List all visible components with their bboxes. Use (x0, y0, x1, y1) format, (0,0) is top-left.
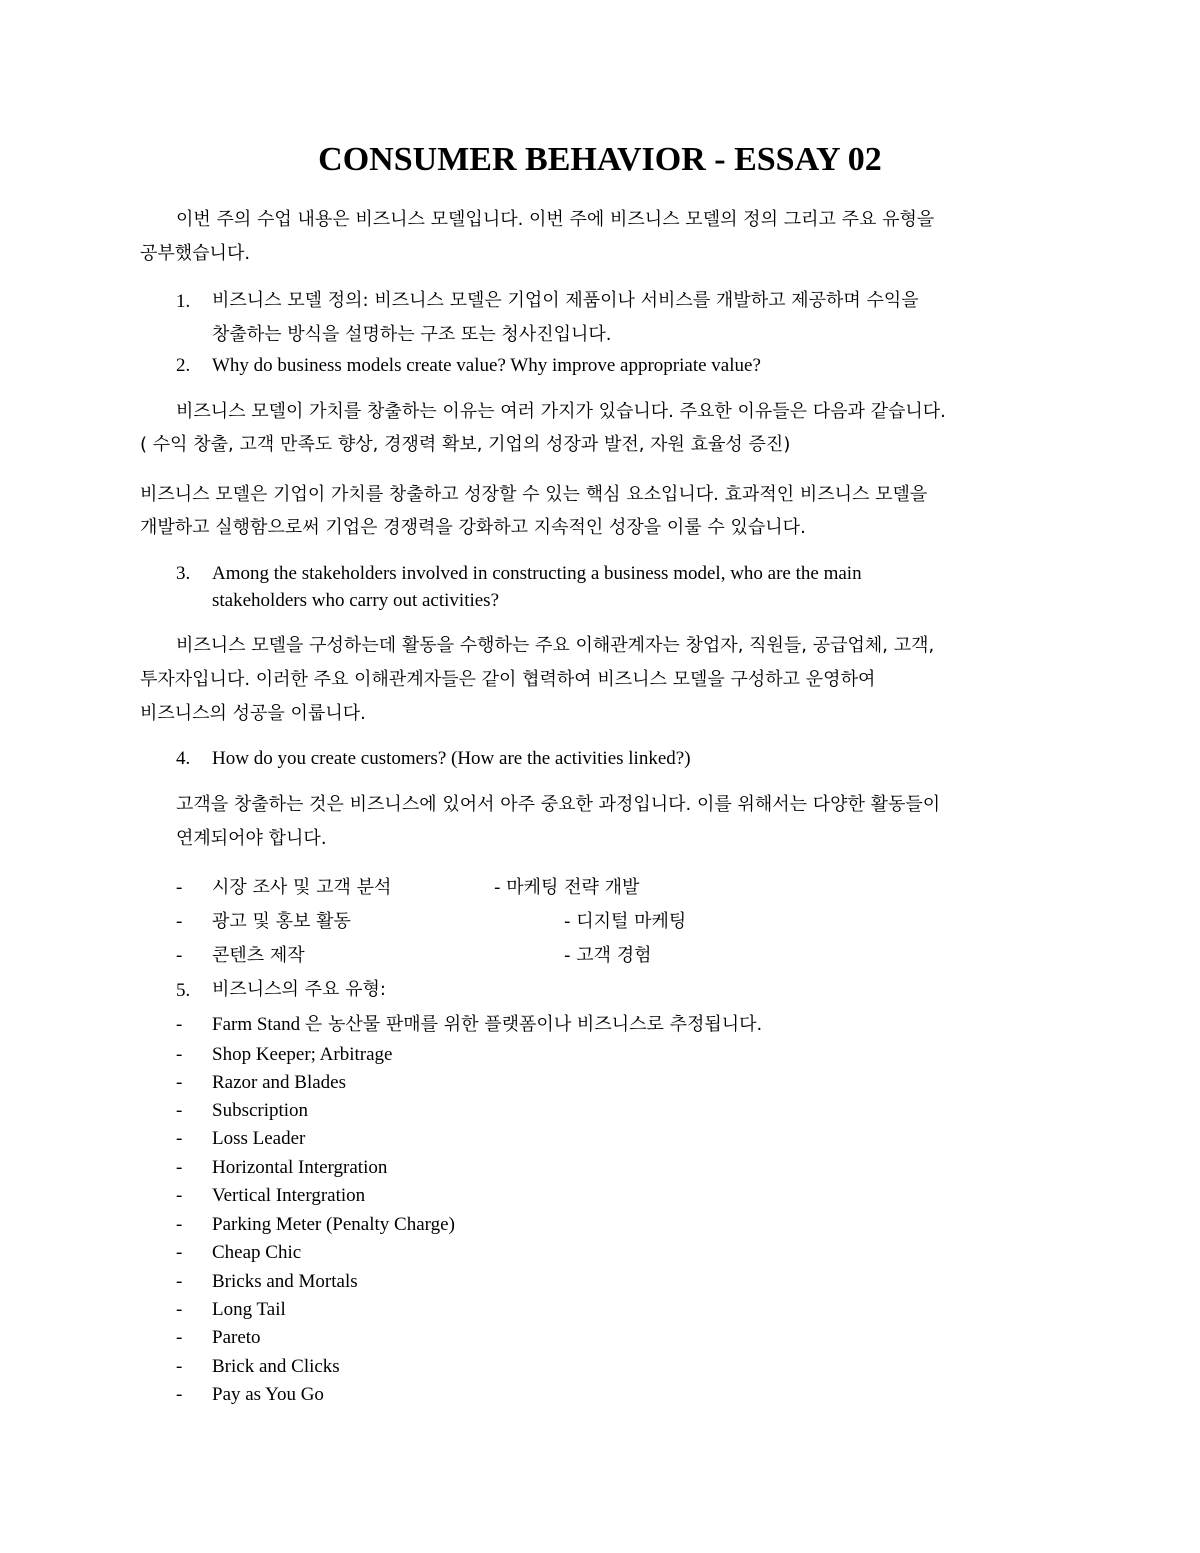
intro-line-1: 이번 주의 수업 내용은 비즈니스 모델입니다. 이번 주에 비즈니스 모델의 정의 그리고 주요 유형을 (176, 209, 935, 230)
type-item-3: Razor and Blades (212, 1072, 347, 1093)
type-item-9: Cheap Chic (212, 1242, 302, 1263)
item-3-question-line-1: Among the stakeholders involved in constructing a business model, who are the main (212, 563, 862, 584)
type-bullet: - (176, 1014, 183, 1035)
answer-4-line-2: 연계되어야 합니다. (176, 828, 327, 849)
answer-2-line-4: 개발하고 실행함으로써 기업은 경쟁력을 강화하고 지속적인 성장을 이룰 수 있습니다. (140, 517, 806, 538)
type-item-1-kr: 은 농산물 판매를 위한 플랫폼이나 비즈니스로 추정됩니다. (304, 1014, 763, 1035)
activity-left-2: 광고 및 홍보 활동 (212, 911, 351, 932)
answer-3-line-1: 비즈니스 모델을 구성하는데 활동을 수행하는 주요 이해관계자는 창업자, 직원들, 공급업체, 고객, (176, 635, 935, 656)
type-bullet: - (176, 1157, 183, 1178)
answer-4-line-1: 고객을 창출하는 것은 비즈니스에 있어서 아주 중요한 과정입니다. 이를 위해서는 다양한 활동들이 (176, 794, 941, 815)
type-bullet: - (176, 1271, 183, 1292)
item-number-4: 4. (176, 748, 191, 769)
type-bullet: - (176, 1128, 183, 1149)
item-number-2: 2. (176, 355, 191, 376)
type-item-12: Pareto (212, 1327, 261, 1348)
type-bullet: - (176, 1185, 183, 1206)
page-title: CONSUMER BEHAVIOR - ESSAY 02 (318, 141, 882, 178)
item-number-3: 3. (176, 563, 191, 584)
type-item-1 (212, 1008, 762, 1043)
type-bullet: - (176, 1242, 183, 1263)
type-item-7: Vertical Intergration (212, 1185, 366, 1206)
type-item-11: Long Tail (212, 1299, 286, 1320)
activity-bullet: - (176, 945, 183, 966)
type-item-13: Brick and Clicks (212, 1356, 340, 1377)
type-item-14: Pay as You Go (212, 1384, 324, 1405)
answer-3-line-2: 투자자입니다. 이러한 주요 이해관계자들은 같이 협력하여 비즈니스 모델을 구성하고 운영하여 (140, 669, 876, 690)
item-1-line-1: 비즈니스 모델 정의: 비즈니스 모델은 기업이 제품이나 서비스를 개발하고 제공하며 수익을 (212, 290, 919, 311)
activity-bullet: - (176, 877, 183, 898)
item-5-heading: 비즈니스의 주요 유형: (212, 979, 386, 1000)
item-3-question-line-2: stakeholders who carry out activities? (212, 590, 500, 611)
activity-bullet: - (176, 911, 183, 932)
answer-2-line-1: 비즈니스 모델이 가치를 창출하는 이유는 여러 가지가 있습니다. 주요한 이유들은 다음과 같습니다. (176, 401, 946, 422)
type-item-1-en: Farm Stand (212, 1014, 305, 1035)
item-2-question: Why do business models create value? Why improve appropriate value? (212, 355, 761, 376)
activity-right-3: - 고객 경험 (564, 945, 652, 966)
activity-right-1: - 마케팅 전략 개발 (494, 877, 640, 898)
answer-3-line-3: 비즈니스의 성공을 이룹니다. (140, 703, 366, 724)
type-item-2: Shop Keeper; Arbitrage (212, 1044, 393, 1065)
answer-2-line-3: 비즈니스 모델은 기업이 가치를 창출하고 성장할 수 있는 핵심 요소입니다. 효과적인 비즈니스 모델을 (140, 484, 928, 505)
item-number-5: 5. (176, 980, 191, 1001)
type-bullet: - (176, 1327, 183, 1348)
type-item-6: Horizontal Intergration (212, 1157, 388, 1178)
type-item-10: Bricks and Mortals (212, 1271, 358, 1292)
item-1-line-2: 창출하는 방식을 설명하는 구조 또는 청사진입니다. (212, 324, 612, 345)
activity-left-3: 콘텐츠 제작 (212, 945, 305, 966)
type-item-5: Loss Leader (212, 1128, 306, 1149)
type-item-4: Subscription (212, 1100, 309, 1121)
type-bullet: - (176, 1100, 183, 1121)
type-bullet: - (176, 1072, 183, 1093)
item-4-question: How do you create customers? (How are the activities linked?) (212, 748, 691, 769)
type-bullet: - (176, 1044, 183, 1065)
activity-right-2: - 디지털 마케팅 (564, 911, 687, 932)
type-bullet: - (176, 1214, 183, 1235)
activity-left-1: 시장 조사 및 고객 분석 (212, 877, 392, 898)
type-bullet: - (176, 1384, 183, 1405)
answer-2-line-2: ( 수익 창출, 고객 만족도 향상, 경쟁력 확보, 기업의 성장과 발전, 자원 효율성 증진) (140, 434, 791, 455)
type-bullet: - (176, 1299, 183, 1320)
intro-line-2: 공부했습니다. (140, 243, 251, 264)
type-bullet: - (176, 1356, 183, 1377)
item-number-1: 1. (176, 291, 191, 312)
type-item-8: Parking Meter (Penalty Charge) (212, 1214, 455, 1235)
